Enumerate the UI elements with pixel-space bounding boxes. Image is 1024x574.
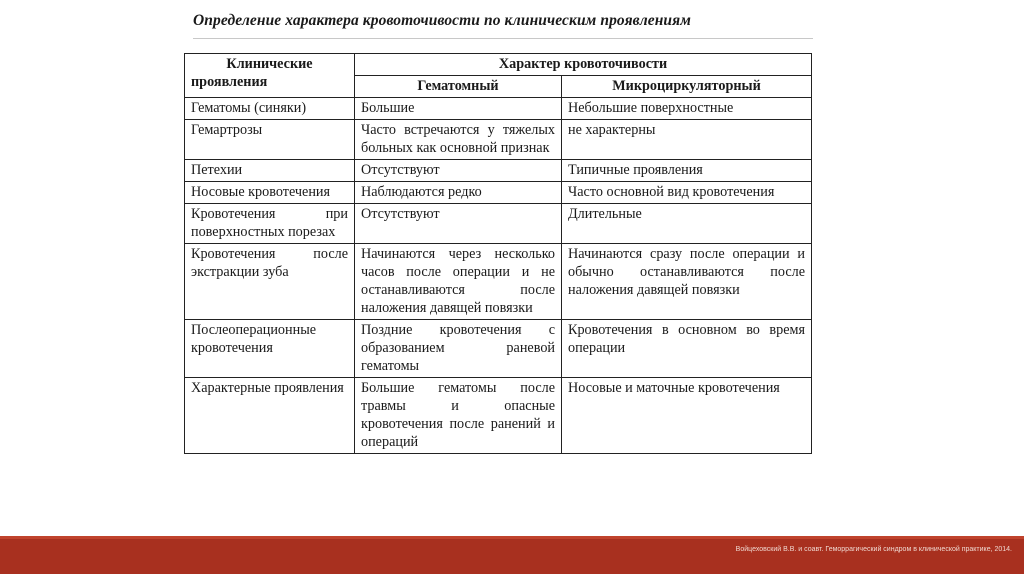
cell-microcirculatory: Кровотечения в основном во время операции xyxy=(562,320,812,378)
cell-clinical: Характерные проявления xyxy=(185,378,355,454)
cell-microcirculatory: не характерны xyxy=(562,120,812,160)
header-microcirculatory: Микроциркуляторный xyxy=(562,76,812,98)
cell-microcirculatory: Типичные проявления xyxy=(562,160,812,182)
table-row xyxy=(185,182,812,204)
cell-hematoma: Отсутствуют xyxy=(355,160,562,182)
cell-hematoma: Большие гематомы после травмы и опасные кровотечения после ранений и операций xyxy=(355,378,562,454)
cell-microcirculatory: Носовые и маточные кровотечения xyxy=(562,378,812,454)
cell-hematoma: Начинаются через несколько часов после операции и не останавливаются после наложения давящей повязки xyxy=(355,244,562,320)
footer-citation: Войцеховский В.В. и соавт. Геморрагический синдром в клинической практике, 2014. xyxy=(735,546,1012,553)
cell-hematoma: Часто встречаются у тяжелых больных как основной признак xyxy=(355,120,562,160)
footer-bar xyxy=(0,536,1024,574)
header-clinical: Клинические проявления xyxy=(185,54,355,98)
table-row xyxy=(185,160,812,182)
cell-clinical: Кровотечения после экстракции зуба xyxy=(185,244,355,320)
cell-clinical: Гемартрозы xyxy=(185,120,355,160)
header-row xyxy=(185,54,812,76)
table-row xyxy=(185,378,812,454)
cell-microcirculatory: Небольшие поверхностные xyxy=(562,98,812,120)
cell-clinical: Носовые кровотечения xyxy=(185,182,355,204)
bleeding-type-table xyxy=(184,53,812,454)
cell-microcirculatory: Часто основной вид кровотечения xyxy=(562,182,812,204)
cell-microcirculatory: Длительные xyxy=(562,204,812,244)
cell-microcirculatory: Начинаются сразу после операции и обычно останавливаются после наложения давящей повязки xyxy=(562,244,812,320)
cell-hematoma: Наблюдаются редко xyxy=(355,182,562,204)
table-row xyxy=(185,204,812,244)
page-title: Определение характера кровоточивости по клиническим проявлениям xyxy=(193,12,691,29)
table-row xyxy=(185,98,812,120)
table-row xyxy=(185,244,812,320)
cell-hematoma: Отсутствуют xyxy=(355,204,562,244)
cell-clinical: Гематомы (синяки) xyxy=(185,98,355,120)
cell-hematoma: Большие xyxy=(355,98,562,120)
table-row xyxy=(185,320,812,378)
cell-clinical: Послеоперационные кровотечения xyxy=(185,320,355,378)
cell-clinical: Петехии xyxy=(185,160,355,182)
cell-hematoma: Поздние кровотечения с образованием раневой гематомы xyxy=(355,320,562,378)
header-hematoma: Гематомный xyxy=(355,76,562,98)
footer-band xyxy=(0,536,1024,539)
header-bleeding-type: Характер кровоточивости xyxy=(355,54,812,76)
title-divider xyxy=(193,38,813,39)
cell-clinical: Кровотечения при поверхностных порезах xyxy=(185,204,355,244)
table-row xyxy=(185,120,812,160)
